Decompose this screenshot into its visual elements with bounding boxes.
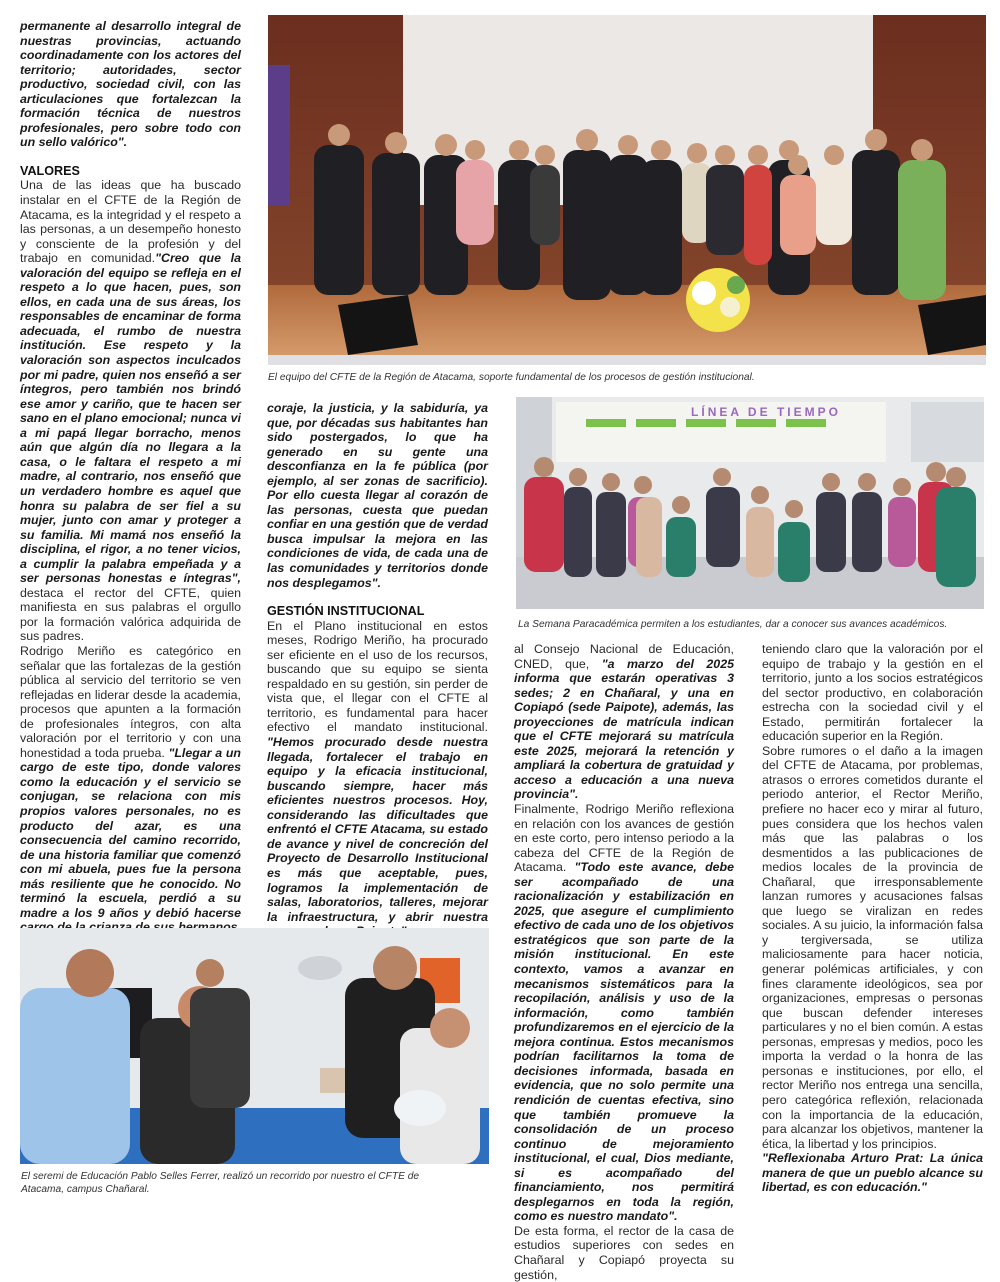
cned-paragraph: al Consejo Nacional de Educación, CNED, que, "a marzo del 2025 informa que estarán operativas 3 sedes; 2 en Chañaral, y una en Copiapó (sede Paipote), además, las proyecciones de matrícula indican que el CFTE mejorará su matrícula este 2025, mejorará la retención y ampliará la cobertura de gratuidad y acceso a educación a una nueva provincia". (514, 642, 734, 802)
equipo-paragraph: teniendo claro que la valoración por el equipo de trabajo y la gestión en el territorio, junto a los socios estratégicos del sector productivo, en colaboración estrecha con la sociedad civil y el Estado, permitirán fortalecer la educación superior en la Región. (762, 642, 983, 744)
column-2 (267, 401, 488, 968)
team-photo-caption: El equipo del CFTE de la Región de Atacama, soporte fundamental de los procesos de gestión institucional. (268, 372, 755, 383)
gestion-paragraph: En el Plano institucional en estos meses, Rodrigo Meriño, ha procurado ser eficiente en el uso de los recursos, buscando que su equipo se sienta respaldado en su gestión, sin perder de vista que, el llegar con el CFTE al territorio, es fundamental para hacer efectivo el mandato institucional. "Hemos procurado desde nuestra llegada, fortalecer el trabajo en equipo y la eficacia institucional, buscando siempre, hacer más eficientes nuestros procesos. Hoy, considerando las dificultades que enfrentó el CFTE Atacama, su estado de avance y nivel de concreción del Proyecto de Desarrollo Institucional es más que aceptable, pues, logramos la implementación de salas, laboratorios, talleres, mejorar la infraestructura, y abrir nuestra (267, 618, 488, 924)
column-3 (514, 642, 734, 1282)
column-1 (20, 19, 241, 1008)
intro-quote: permanente al desarrollo integral de nuestras provincias, actuando coordinadamente con los actores del territorio; autoridades, sector productivo, sociedad civil, con las articulaciones que fortalezcan la formación técnica de nuestros profesionales, pero sobre todo con un sello valórico". (20, 19, 241, 150)
rumores-paragraph: Sobre rumores o el daño a la imagen del CFTE de Atacama, por problemas, atrasos o errores cometidos durante el periodo anterior, el Rector Meriño, prefiere no hacer eco y mirar al futuro, pues considera que los hechos valen más que las palabras o los desmentidos a las publicaciones de medios locales de la provincia de Chañaral, que irresponsablemente lanzan rumores y acusaciones falsas que luego se viralizan en redes sociales. A su juicio, la información falsa y tergiversada, se utiliza maliciosamente para hacer noticia, generar polémicas artificiales, y con fines claramente ideológicos, sea por organizaciones, empresas o personas que buscan defender intereses particulares y no el bien común. A estas personas, empresas y medios, poco les importa la verdad o la honra de las personas e instituciones, por ello, el rector Meriño nos entrega una sencilla, pero categórica reflexión, relacionada con la importancia de la educación, para alcanzar los objetivos, mantener la ética, la libertad y los principios. (762, 743, 983, 1151)
prat-quote: "Reflexionaba Arturo Prat: La única manera de que un pueblo alcance su libertad, es con educación." (762, 1151, 983, 1195)
team-photo (268, 15, 986, 365)
fortalezas-paragraph: Rodrigo Meriño es categórico en señalar que las fortalezas de la gestión pública al servicio del territorio se ven reflejadas en liderar desde la academia, procesos que apunten a la formación de profesionales íntegros, con alta valoración por el territorio y con una honestidad a toda prueba. "Llegar a un cargo de este tipo, donde valores como la educación y el servicio se conjugan, se relaciona con mis propios valores personales, no es producto del azar, es una consecuencia del camino recorrido, de una historia familiar que comenzó con mi abuela, pues fue la persona más resiliente que he conocido. No terminó la escuela, perdió a su madre a los 9 años y debió hacerse (20, 643, 241, 920)
final-paragraph: Finalmente, Rodrigo Meriño reflexiona en relación con los avances de gestión en este corto, pero intenso periodo a la cabeza del CFTE de la Región de Atacama. "Todo este avance, debe ser acompañado de una racionalización y estabilización en 2025, que asegure el cumplimiento efectivo de cada uno de los objetivos estratégicos que son parte de la misión institucional. En este contexto, vamos a avanzar en mecanismos sistemáticos para la recopilación, análisis y uso de la información, como también profundizaremos en el ejercicio de la mejora continua. Estos mecanismos podrían facilitarnos la toma de decisiones informada, basada en evidencia, que no solo permite una rendición de cuentas efectiva, sino que también promueve la consolidación de un proceso continuo de mejoramiento institucional, el cual, Dios mediante, si es acompañado del financiamiento, nos permitirá desplegarnos en toda la región, como es nuestro mandato". (514, 802, 734, 1224)
valores-heading: VALORES (20, 163, 80, 178)
visit-photo-caption: El seremi de Educación Pablo Selles Ferrer, realizó un recorrido por nuestro el CFTE de Atacama, campus Chañaral. (21, 1171, 420, 1195)
students-photo (516, 397, 984, 609)
visit-photo (20, 928, 489, 1164)
students-photo-caption: La Semana Paracadémica permiten a los estudiantes, dar a conocer sus avances académicos. (518, 619, 948, 630)
timeline-banner-text: LÍNEA DE TIEMPO (691, 405, 841, 419)
gestion-heading: GESTIÓN INSTITUCIONAL (267, 604, 425, 619)
quote-continuation: coraje, la justicia, y la sabiduría, ya que, por décadas sus habitantes han sido postergados, lo que ha generado en su gente una desconfianza en la fe pública (por ejemplo, al ser zonas de sacrificio). Por ello cuesta llegar al corazón de las personas, cuesta que puedan confiar en una gestión que de verdad busca impulsar la mejora en las condiciones de vida, de cada una de las comunidades y territorios donde nos desplegamos". (267, 401, 488, 590)
column-4 (762, 642, 983, 1195)
closing-paragraph: De esta forma, el rector de la casa de estudios superiores con sedes en Chañaral y Copiapó proyecta su gestión, (514, 1223, 734, 1282)
valores-paragraph: Una de las ideas que ha buscado instalar en el CFTE de la Región de Atacama, es la integridad y el respeto a las personas, a un desempeño honesto y consciente de la profesión y del trabajo en comunidad."Creo que la valoración del equipo se refleja en el respeto a lo que hacen, pues, son ellos, en cada una de sus áreas, los responsables de encaminar de forma adecuada, el rumbo de nuestra institución. Ese respeto y la valoración son aspectos inculcados por mi padre, quien nos enseñó a ser íntegros, pero también nos brindó ese amor y cariño, que te hacen ser sano en el plano emocional; nunca vi a mi papá llegar borracho, menos aún que algún día no llegara a la casa, o le faltara el respeto a mi madre, al contrario, nos enseñó que un verdadero hombre es aquel que honra su palabra de ser fiel a su mujer, junto con amar y proteger a su familia. Mi mamá nos enseñó la disciplina, el rigor, a no tener vicios, a cumplir la palabra empeñada y a ser personas honestas e íntegras", destaca el rector del CFTE, quien manifiesta en sus palabras el orgullo por la formación valórica adquirida de sus padres. (20, 178, 241, 644)
